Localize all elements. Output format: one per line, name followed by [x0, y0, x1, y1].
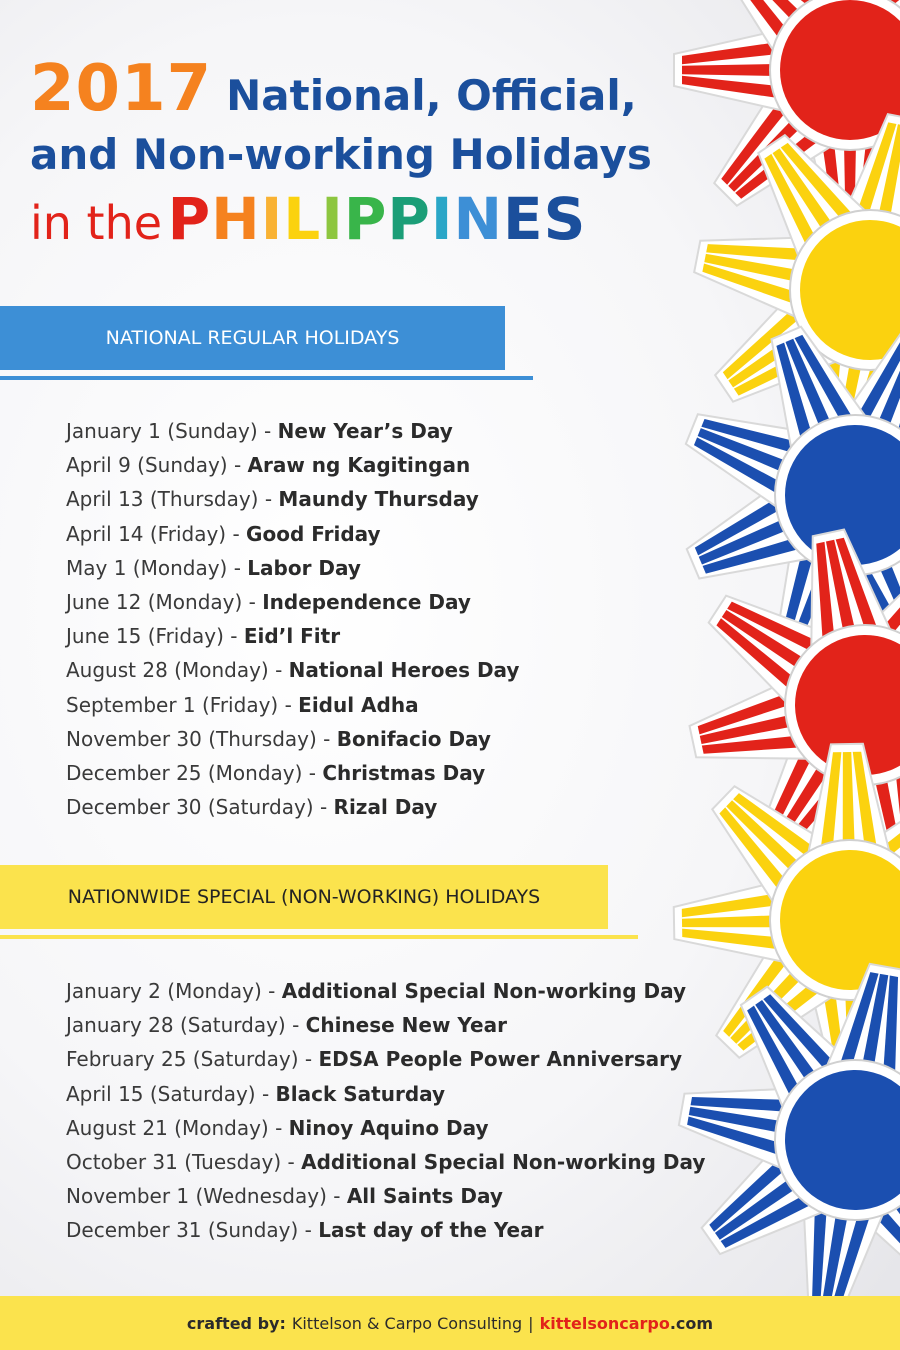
holiday-separator: - — [227, 453, 248, 478]
title-country-letter: I — [430, 185, 454, 253]
footer-prefix: crafted by: — [186, 1313, 286, 1333]
holiday-item — [66, 414, 519, 448]
holiday-date: January 1 (Sunday) — [66, 419, 258, 443]
holiday-item — [66, 1145, 705, 1179]
holiday-separator: - — [298, 1218, 319, 1243]
holiday-name: All Saints Day — [346, 1184, 503, 1209]
holiday-date: December 30 (Saturday) — [66, 795, 314, 820]
holiday-separator: - — [242, 589, 263, 614]
title-country-letter: P — [387, 185, 431, 253]
holiday-date: April 9 (Sunday) — [66, 453, 228, 478]
holiday-date: August 21 (Monday) — [66, 1115, 269, 1140]
regular-holidays-rule — [0, 376, 533, 380]
holiday-name: Independence Day — [262, 589, 471, 614]
holiday-date: April 13 (Thursday) — [66, 487, 259, 512]
holiday-name: Labor Day — [247, 555, 361, 580]
holiday-item — [66, 619, 519, 653]
page-title-line-1 — [30, 52, 637, 126]
holiday-date: January 2 (Monday) — [66, 979, 262, 1003]
holiday-item — [66, 1008, 705, 1042]
holiday-item — [66, 756, 519, 790]
holiday-date: December 31 (Sunday) — [66, 1218, 299, 1243]
holiday-separator: - — [298, 1047, 319, 1072]
holiday-name: Black Saturday — [275, 1081, 446, 1106]
holiday-item — [66, 448, 519, 482]
title-country-letter: P — [167, 185, 212, 253]
holiday-date: April 14 (Friday) — [66, 521, 227, 546]
holiday-date: August 28 (Monday) — [66, 658, 269, 683]
title-country — [167, 185, 587, 253]
holiday-date: October 31 (Tuesday) — [66, 1149, 282, 1174]
holiday-name: National Heroes Day — [288, 658, 520, 683]
holiday-item — [66, 790, 519, 824]
title-country-letter: I — [321, 185, 344, 253]
holiday-separator: - — [302, 760, 323, 785]
holiday-name: New Year’s Day — [277, 419, 453, 443]
special-holidays-heading: NATIONWIDE SPECIAL (NON-WORKING) HOLIDAYS — [0, 865, 608, 929]
regular-holidays-heading: NATIONAL REGULAR HOLIDAYS — [0, 306, 505, 370]
holiday-date: November 1 (Wednesday) — [66, 1184, 327, 1209]
holiday-name: Chinese New Year — [305, 1013, 507, 1038]
holiday-item — [66, 482, 519, 516]
holiday-separator: - — [285, 1013, 306, 1038]
holiday-item — [66, 551, 519, 585]
title-year: 2017 — [30, 52, 213, 126]
holiday-separator: - — [326, 1184, 347, 1209]
holiday-name: Additional Special Non-working Day — [301, 1149, 706, 1174]
holiday-date: September 1 (Friday) — [66, 692, 279, 717]
holiday-date: February 25 (Saturday) — [66, 1047, 299, 1072]
holiday-name: Christmas Day — [322, 760, 486, 785]
holiday-separator: - — [226, 521, 247, 546]
footer-credit — [0, 1296, 900, 1350]
holiday-name: Araw ng Kagitingan — [247, 453, 471, 478]
holiday-date: June 12 (Monday) — [66, 589, 243, 614]
holiday-separator: - — [261, 979, 282, 1003]
special-holidays-list — [66, 974, 705, 1248]
holiday-name: Maundy Thursday — [278, 487, 479, 512]
holiday-name: EDSA People Power Anniversary — [318, 1047, 683, 1072]
holiday-separator: - — [268, 1115, 289, 1140]
footer-url-tld[interactable]: .com — [669, 1313, 714, 1333]
title-country-letter: L — [283, 185, 322, 253]
page-title-line-2: and Non-working Holidays — [30, 130, 652, 179]
regular-holidays-list — [66, 414, 519, 824]
holiday-separator: - — [255, 1081, 276, 1106]
holiday-item — [66, 1042, 705, 1076]
title-country-letter: H — [211, 185, 261, 253]
holiday-item — [66, 1213, 705, 1247]
title-text-line-1: National, Official, — [226, 71, 637, 120]
holiday-date: May 1 (Monday) — [66, 555, 228, 580]
holiday-name: Rizal Day — [333, 795, 438, 820]
holiday-name: Ninoy Aquino Day — [288, 1115, 489, 1140]
holiday-name: Eidul Adha — [298, 692, 419, 717]
holiday-date: January 28 (Saturday) — [66, 1013, 286, 1038]
holiday-item — [66, 974, 705, 1008]
title-country-letter: S — [543, 185, 587, 253]
holiday-separator: - — [223, 624, 244, 649]
footer-divider: | — [528, 1313, 534, 1333]
holiday-name: Eid’l Fitr — [243, 624, 341, 649]
holiday-separator: - — [278, 692, 299, 717]
holiday-name: Additional Special Non-working Day — [281, 979, 687, 1003]
holiday-separator: - — [313, 795, 334, 820]
holiday-name: Last day of the Year — [318, 1218, 544, 1243]
footer-url-link[interactable]: kittelsoncarpo — [539, 1313, 670, 1333]
title-country-letter: E — [503, 185, 544, 253]
title-in-the: in the — [30, 196, 163, 250]
holiday-date: April 15 (Saturday) — [66, 1081, 256, 1106]
holiday-item — [66, 1179, 705, 1213]
holiday-item — [66, 585, 519, 619]
holiday-date: June 15 (Friday) — [66, 624, 224, 649]
title-country-letter: I — [260, 185, 284, 253]
holiday-separator: - — [281, 1149, 302, 1174]
holiday-separator: - — [227, 555, 248, 580]
holiday-item — [66, 688, 519, 722]
holiday-date: November 30 (Thursday) — [66, 726, 317, 751]
holiday-name: Bonifacio Day — [336, 726, 491, 751]
holiday-item — [66, 1111, 705, 1145]
holiday-name: Good Friday — [246, 521, 381, 546]
page-title-line-3 — [30, 185, 586, 253]
title-country-letter: P — [343, 185, 388, 253]
holiday-item — [66, 517, 519, 551]
holiday-date: December 25 (Monday) — [66, 760, 303, 785]
holiday-separator: - — [257, 419, 278, 443]
holiday-item — [66, 1077, 705, 1111]
holiday-item — [66, 653, 519, 687]
title-country-letter: N — [453, 185, 504, 253]
holiday-separator: - — [268, 658, 289, 683]
holiday-item — [66, 722, 519, 756]
footer-company: Kittelson & Carpo Consulting — [291, 1313, 523, 1333]
special-holidays-rule — [0, 935, 638, 939]
holiday-separator: - — [258, 487, 279, 512]
holiday-separator: - — [316, 726, 337, 751]
